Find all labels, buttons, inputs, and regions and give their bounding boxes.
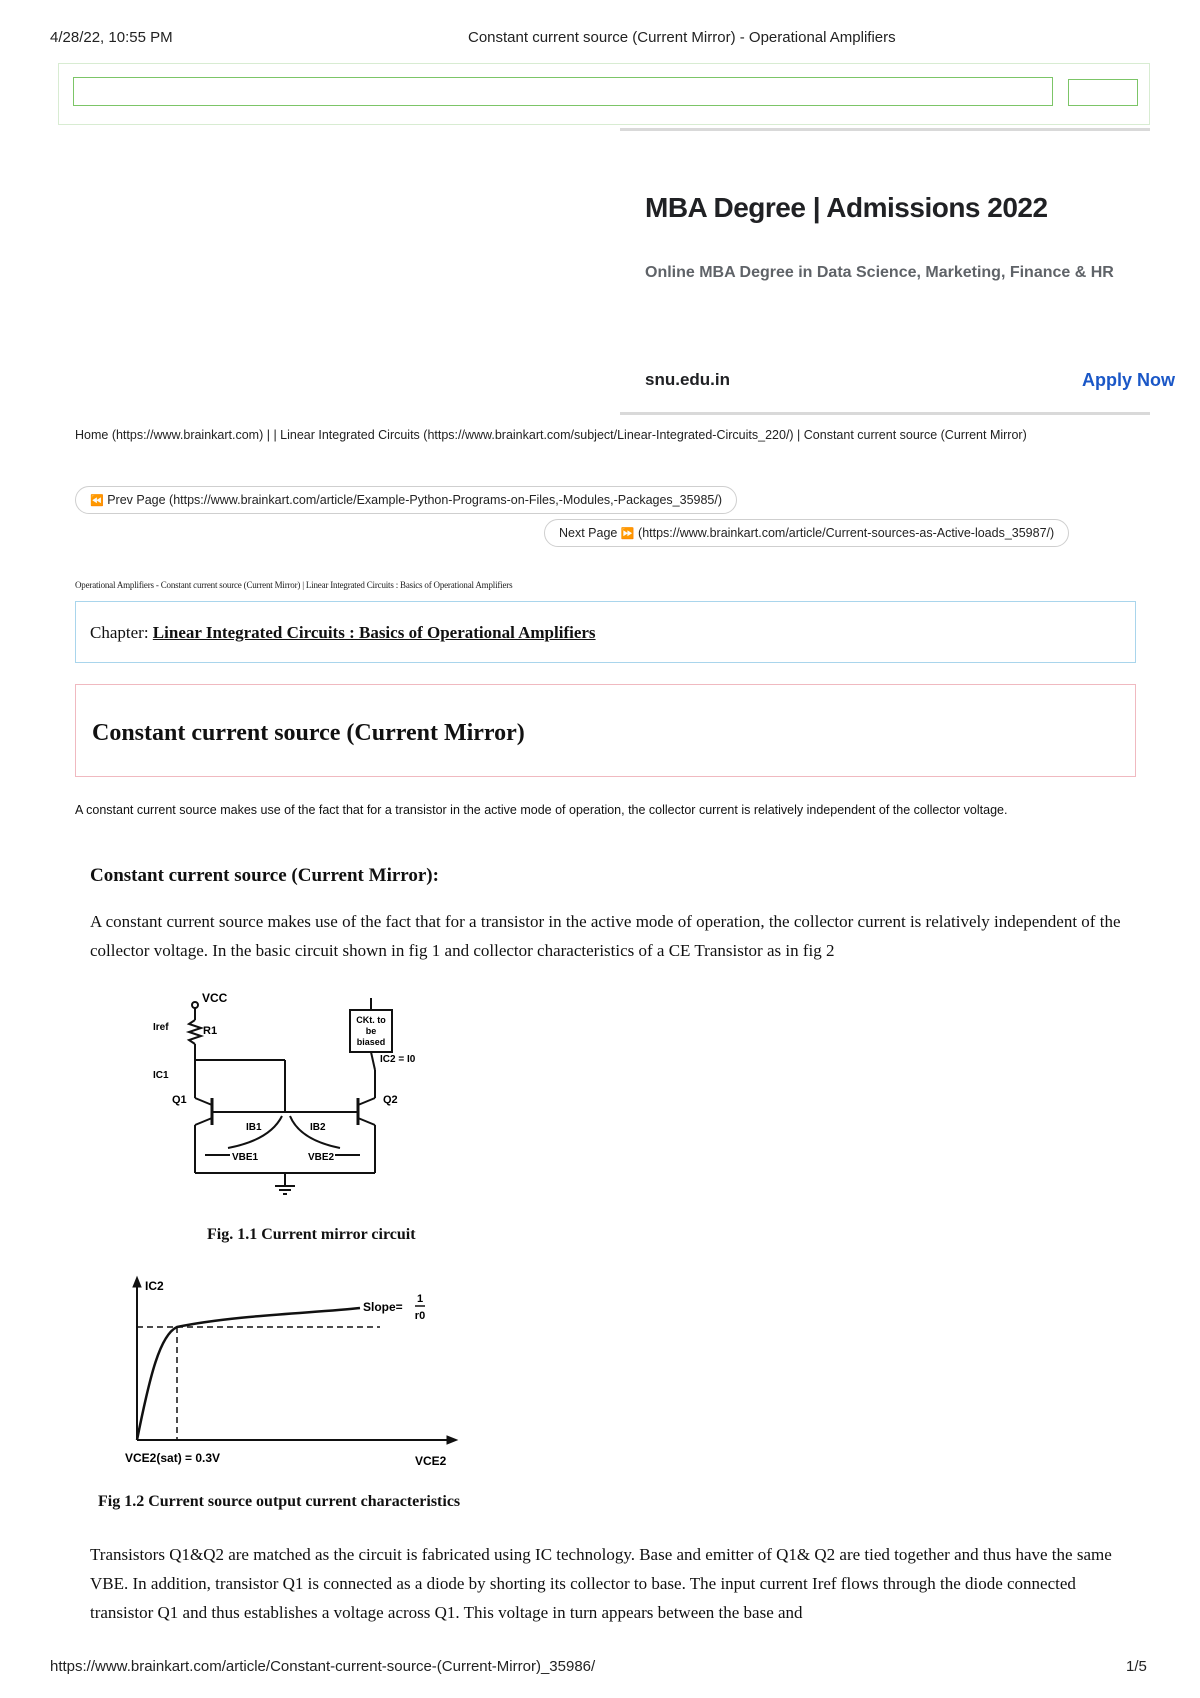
fig1-q1-label: Q1 (172, 1094, 187, 1106)
ad-domain: snu.edu.in (645, 370, 730, 389)
y-axis-arrow (133, 1277, 141, 1287)
footer-page-number: 1/5 (1126, 1658, 1147, 1675)
fig2-sat-label: VCE2(sat) = 0.3V (125, 1451, 221, 1465)
fig1-ckt-line2: be (365, 1026, 377, 1036)
fig2-caption: Fig 1.2 Current source output current characteristics (98, 1493, 461, 1510)
ad-title[interactable]: MBA Degree | Admissions 2022 (645, 192, 1048, 223)
article-title: Constant current source (Current Mirror) (92, 720, 525, 746)
print-page-title: Constant current source (Current Mirror) - Operational Amplifiers (468, 29, 896, 46)
characteristic-curve (137, 1308, 360, 1440)
paragraph-2: Transistors Q1&Q2 are matched as the circuit is fabricated using IC technology. Base and emitter of Q1& Q2 are tied together and thus have the same VBE. In addition, transistor Q1 is connected as a diode by shorting its collector to base. The input current Iref flows through the diode connected transistor Q1 and thus establishes a voltage across Q1. This voltage in turn appears between the base and (90, 1545, 1112, 1622)
chapter-link[interactable]: Linear Integrated Circuits : Basics of Operational Amplifiers (152, 623, 596, 642)
fig1-r1-label: R1 (203, 1025, 218, 1037)
next-page-button[interactable] (544, 519, 1069, 547)
section-heading: Constant current source (Current Mirror): (90, 865, 439, 886)
article-intro: A constant current source makes use of the fact that for a transistor in the active mode of operation, the collector current is relatively independent of the collector voltage. (75, 803, 1008, 817)
fig1-caption: Fig. 1.1 Current mirror circuit (207, 1226, 416, 1243)
ad-bottom-divider (620, 412, 1150, 415)
output-characteristics-figure (115, 1275, 465, 1475)
fig1-ckt-line3: biased (356, 1037, 386, 1047)
fig2-slope-denominator: r0 (414, 1310, 426, 1322)
fig1-ckt-line1: CKt. to (356, 1015, 386, 1025)
paragraph-1: A constant current source makes use of the fact that for a transistor in the active mode of operation, the collector current is relatively independent of the collector voltage. In the basic circuit shown in fig 1 and collector characteristics of a CE Transistor as in fig 2 (90, 912, 1121, 960)
fig1-ib2-label: IB2 (310, 1122, 326, 1133)
prev-page-button[interactable] (75, 486, 737, 514)
fig1-vcc-label: VCC (202, 991, 228, 1005)
fig1-vbe1-label: VBE1 (232, 1152, 259, 1163)
fast-forward-icon: ⏩ (620, 528, 635, 540)
search-button[interactable] (1068, 79, 1138, 106)
prev-page-label: Prev Page (https://www.brainkart.com/article/Example-Python-Programs-on-Files,-Modules,-Packages_35985/) (107, 493, 723, 507)
fig1-ib1-label: IB1 (246, 1122, 262, 1133)
fig2-slope-numerator: 1 (416, 1293, 424, 1305)
fig2-slope-label: Slope= (363, 1300, 403, 1314)
vcc-terminal (192, 1002, 198, 1008)
print-datetime: 4/28/22, 10:55 PM (50, 29, 173, 46)
fig2-y-axis-label: IC2 (145, 1279, 164, 1293)
fig1-ic1-label: IC1 (153, 1070, 169, 1081)
fig2-x-axis-label: VCE2 (415, 1454, 447, 1468)
fig1-ic2-label: IC2 = I0 (380, 1054, 416, 1065)
fig1-q2-label: Q2 (383, 1094, 398, 1106)
rewind-icon: ⏪ (90, 495, 104, 507)
tags-line: Operational Amplifiers - Constant current source (Current Mirror) | Linear Integrated Circuits : Basics of Operational Amplifiers (75, 580, 513, 590)
ad-top-divider (620, 128, 1150, 131)
chapter-line (90, 623, 596, 643)
footer-url: https://www.brainkart.com/article/Constant-current-source-(Current-Mirror)_35986/ (50, 1658, 596, 1675)
search-input[interactable] (73, 77, 1053, 106)
x-axis-arrow (447, 1436, 457, 1444)
fig1-iref-label: Iref (153, 1022, 169, 1033)
resistor-r1 (189, 1020, 201, 1044)
ad-subtitle: Online MBA Degree in Data Science, Marketing, Finance & HR (645, 264, 1114, 281)
breadcrumb[interactable]: Home (https://www.brainkart.com) | | Linear Integrated Circuits (https://www.brainkart.com/subject/Linear-Integrated-Circuits_220/) | Constant current source (Current Mirror) (75, 428, 1027, 442)
ad-apply-button[interactable]: Apply Now (1082, 370, 1175, 390)
current-mirror-circuit-figure (150, 990, 450, 1205)
fig1-vbe2-label: VBE2 (308, 1152, 335, 1163)
chapter-label: Chapter: (90, 623, 149, 642)
next-page-label: Next Page (559, 526, 618, 540)
next-page-url: (https://www.brainkart.com/article/Current-sources-as-Active-loads_35987/) (638, 526, 1055, 540)
